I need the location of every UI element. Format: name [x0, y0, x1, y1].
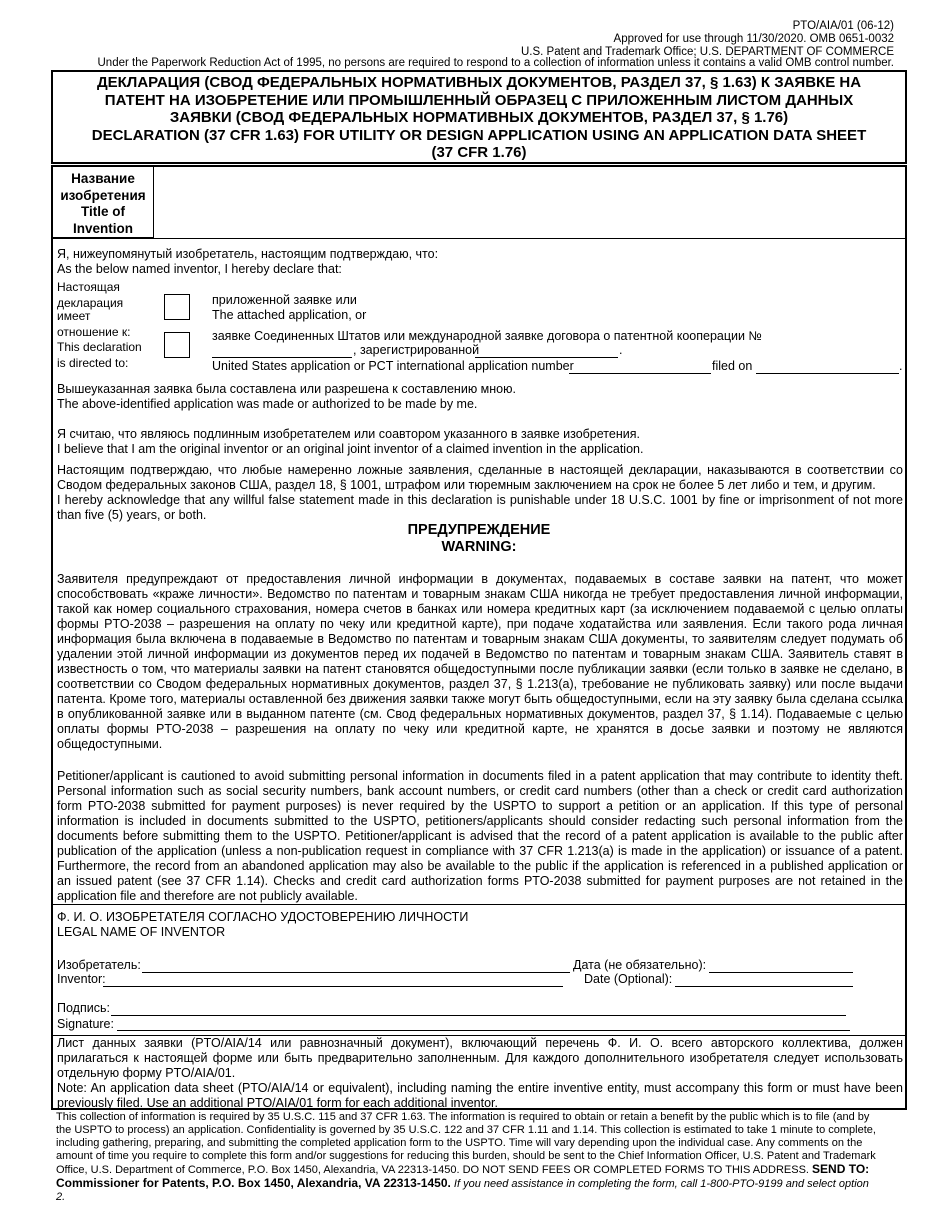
registered-label: , зарегистрированной — [353, 343, 480, 357]
omb-approval: Approved for use through 11/30/2020. OMB 0651-0032 — [613, 33, 894, 45]
statement-ru: Я считаю, что являюсь подлинным изобретателем или соавтором указанного в заявке изобретения. — [57, 427, 640, 441]
title-of-invention-input[interactable] — [155, 167, 905, 238]
option-us-pct-en: United States application or PCT international application number — [212, 359, 574, 373]
statement-false-statement — [57, 463, 903, 523]
inventor-label-ru: Изобретатель: — [57, 958, 141, 972]
option-attached — [212, 293, 366, 323]
statement-en: I hereby acknowledge that any willful false statement made in this declaration is punishable under 18 U.S.C. 1001 by fine or imprisonment of not more than five (5) years, or both. — [57, 493, 903, 522]
form-title — [51, 70, 907, 164]
declaration-body — [51, 165, 907, 1110]
inventor-field-upper[interactable] — [142, 972, 570, 973]
inventor-label-en: Inventor: — [57, 972, 106, 986]
warning-title-en: WARNING: — [441, 539, 517, 555]
period: . — [619, 343, 623, 357]
pra-notice: Under the Paperwork Reduction Act of 1995, no persons are required to respond to a collection of information unless it contains a valid OMB control number. — [97, 57, 894, 69]
filed-on-label: filed on — [712, 359, 753, 373]
warning-text-en: Petitioner/applicant is cautioned to avoid submitting personal information in documents filed in a patent application that may contribute to identity theft. Personal information such as social security numbers, bank account numbers, or credit card numbers (other than a check or credit card authorization form PTO-2038 submitted for payment purposes) is never required by the USPTO to support a petition or an application. If this type of personal information is included in documents submitted to the USPTO, petitioners/applicants should consider redacting such personal information from the documents before submitting them to the USPTO. Petitioner/applicant is advised that the record of a patent application is available to the public after publication of the application (unless a non-publication request in compliance with 37 CFR 1.213(a) is made in the application) or issuance of a patent. Furthermore, the record from an abandoned application may also be available to the public if the application is referenced in a published application or an issued patent (see 37 CFR 1.14). Checks and credit card authorization forms PTO-2038 submitted for payment purposes are not retained in the application file and therefore are not publicly available. — [57, 769, 903, 903]
statement-ru: Настоящим подтверждаю, что любые намеренно ложные заявления, сделанные в настоящей декларации, наказываются в соответствии со Сводом федеральных законов США, раздел 18, § 1001, штрафом или тюремным заключением на срок не более 5 лет либо и тем, и другим. — [57, 463, 903, 492]
form-id: PTO/AIA/01 (06-12) — [792, 20, 894, 32]
option-us-pct-ru: заявке Соединенных Штатов или международной заявке договора о патентной кооперации № — [212, 329, 762, 343]
label-line: is directed to: — [57, 355, 129, 370]
date-field-upper[interactable] — [709, 972, 853, 973]
title-line: ЗАЯВКИ (СВОД ФЕДЕРАЛЬНЫХ НОРМАТИВНЫХ ДОКУМЕНТОВ, РАЗДЕЛ 37, § 1.76) — [169, 109, 789, 126]
label-line: Invention — [73, 220, 133, 236]
title-line: ДЕКЛАРАЦИЯ (СВОД ФЕДЕРАЛЬНЫХ НОРМАТИВНЫХ ДОКУМЕНТОВ, РАЗДЕЛ 37, § 1.63) К ЗАЯВКЕ НА — [96, 74, 862, 91]
option-attached-en: The attached application, or — [212, 308, 367, 322]
pct-number-field[interactable] — [569, 373, 711, 374]
divider — [53, 904, 905, 905]
attached-application-checkbox[interactable] — [164, 294, 190, 320]
statement-ru: Вышеуказанная заявка была составлена или разрешена к составлению мною. — [57, 382, 516, 396]
warning-text-ru: Заявителя предупреждают от предоставления личной информации в документах, подаваемых в составе заявки на патент, что может способствовать «краже личности». Ведомство по патентам и товарным знакам США никогда не требует предоставления личной информации, такой как номер социального страхования, номера счетов в банках или номера кредитных карт (за исключением подаваемой с целью оплаты формы PTO-2038 – разрешения на оплату по чеку или кредитной карте), при подаче ходатайства или заявления. Если такого рода личная информация была включена в подаваемые в Ведомство по патентам и товарным знакам США документы, то заявителям следует подумать об удалении этой личной информации из документов перед их подачей в Ведомство по патентам и товарным знакам США. Заявитель ставят в известность о том, что материалы заявки на патент становятся общедоступными после публикации заявки (если только в заявке не сделано, в соответствии со Сводом федеральных нормативных документов, раздел 37, § 1.213(a), требование не публиковать заявку) или после выдачи патента. Кроме того, материалы оставленной без движения заявки также могут быть общедоступными, если на эту заявку была сделана ссылка в опубликованной заявке или в выданном патенте (см. Свод федеральных нормативных документов, раздел 37, § 1.14). Подаваемые с целью оплаты формы PTO-2038 – разрешения на оплату по чеку или кредитной карте, не хранятся в досье заявки и поэтому не являются общедоступными. — [57, 572, 903, 751]
title-of-invention-label — [53, 167, 154, 238]
date-field[interactable] — [675, 986, 853, 987]
signature-field-upper[interactable] — [111, 1015, 846, 1016]
label-line: отношение к: — [57, 324, 131, 339]
label-line: декларация — [57, 295, 124, 310]
form-header — [521, 20, 894, 59]
label-line: изобретения — [60, 187, 146, 203]
legal-name-en: LEGAL NAME OF INVENTOR — [57, 925, 226, 939]
signature-label-ru: Подпись: — [57, 1001, 110, 1015]
application-number-field[interactable] — [212, 357, 352, 358]
statement-made-by-me — [57, 382, 903, 412]
label-line: Настоящая — [57, 280, 120, 294]
label-line: Название — [71, 171, 135, 186]
label-line: This declaration — [57, 340, 142, 354]
warning-heading — [53, 522, 905, 556]
note-ru: Лист данных заявки (PTO/AIA/14 или равнозначный документ), включающий перечень Ф. И. О. всего авторского коллектива, должен прилагаться к настоящей форме или быть предварительно заполненным. Для каждого дополнительного изобретателя следует использовать отдельную форму PTO/AIA/01. — [57, 1036, 903, 1080]
directed-to-label — [57, 280, 152, 371]
burden-text: This collection of information is required by 35 U.S.C. 115 and 37 CFR 1.63. The information is required to obtain or retain a benefit by the public which is to file (and by the USPTO to process) an application. Confidentiality is governed by 35 U.S.C. 122 and 37 CFR 1.11 and 1.14. This collection is estimated to take 1 minute to complete, including gathering, preparing, and submitting the completed application form to the USPTO. Time will vary depending upon the individual case. Any comments on the amount of time you require to complete this form and/or suggestions for reducing this burden, should be sent to the Chief Information Officer, U.S. Patent and Trademark Office, U.S. Department of Commerce, P.O. Box 1450, Alexandria, VA 22313-1450. DO NOT SEND FEES OR COMPLETED FORMS TO THIS ADDRESS. — [56, 1111, 876, 1176]
assistance-text: If you need assistance in completing the form, call 1-800-PTO-9199 and select option 2. — [56, 1178, 869, 1203]
declare-statement — [57, 247, 438, 277]
registration-date-field[interactable] — [475, 357, 618, 358]
agency-name: U.S. Patent and Trademark Office; U.S. DEPARTMENT OF COMMERCE — [521, 46, 894, 58]
period: . — [899, 359, 903, 373]
title-line: DECLARATION (37 CFR 1.63) FOR UTILITY OR DESIGN APPLICATION USING AN APPLICATION DATA SHEET — [91, 126, 867, 144]
declare-en: As the below named inventor, I hereby declare that: — [57, 262, 342, 276]
send-to-address: SEND TO: Commissioner for Patents, P.O. Box 1450, Alexandria, VA 22313-1450. — [56, 1162, 870, 1190]
declare-ru: Я, нижеупомянутый изобретатель, настоящим подтверждаю, что: — [57, 247, 439, 261]
legal-name-ru: Ф. И. О. ИЗОБРЕТАТЕЛЯ СОГЛАСНО УДОСТОВЕРЕНИЮ ЛИЧНОСТИ — [57, 910, 469, 924]
warning-title-ru: ПРЕДУПРЕЖДЕНИЕ — [407, 522, 551, 538]
burden-statement — [56, 1111, 878, 1204]
signature-field[interactable] — [117, 1030, 850, 1031]
label-line: Title of — [80, 204, 125, 219]
date-label-ru: Дата (не обязательно): — [573, 958, 707, 972]
inventor-field[interactable] — [103, 986, 563, 987]
signature-label-en: Signature: — [57, 1017, 114, 1031]
divider — [53, 238, 905, 239]
statement-original-inventor — [57, 427, 903, 457]
option-attached-ru: приложенной заявке или — [212, 293, 357, 307]
application-data-sheet-note — [57, 1036, 903, 1111]
statement-en: I believe that I am the original inventor or an original joint inventor of a claimed invention in the application. — [57, 442, 644, 456]
date-label-en: Date (Optional): — [584, 972, 673, 986]
note-en: Note: An application data sheet (PTO/AIA/14 or equivalent), including naming the entire inventive entity, must accompany this form or must have been previously filed. Use an additional PTO/AIA/01 form for each additional inventor. — [57, 1081, 903, 1110]
us-pct-application-checkbox[interactable] — [164, 332, 190, 358]
label-line: имеет — [57, 309, 91, 323]
legal-name-heading — [57, 910, 468, 940]
title-line: ПАТЕНТ НА ИЗОБРЕТЕНИЕ ИЛИ ПРОМЫШЛЕННЫЙ ОБРАЗЕЦ С ПРИЛОЖЕННЫМ ЛИСТОМ ДАННЫХ — [104, 91, 854, 109]
statement-en: The above-identified application was made or authorized to be made by me. — [57, 397, 478, 411]
filed-on-field[interactable] — [756, 373, 899, 374]
title-line: (37 CFR 1.76) — [431, 144, 527, 161]
